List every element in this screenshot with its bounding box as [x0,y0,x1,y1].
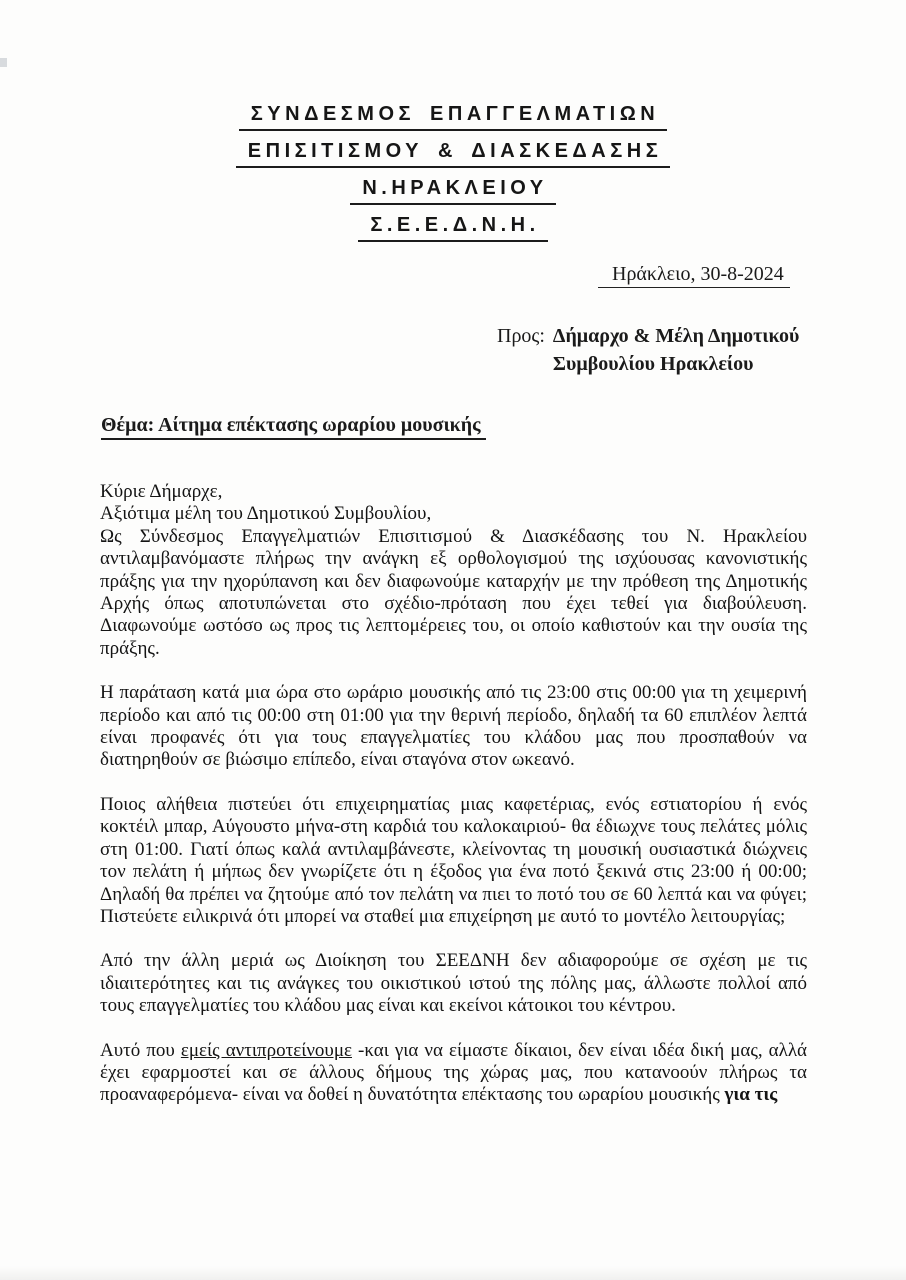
letter-body [100,481,807,1129]
paragraph-3: Ποιος αλήθεια πιστεύει ότι επιχειρηματίας μιας καφετέριας, ενός εστιατορίου ή ενός κοκτέιλ μπαρ, Αύγουστο μήνα-στη καρδιά του καλοκαιριού- θα έδιωχνε τους πελάτες μόλις στη 01:00. Γιατί όπως καλά αντιλαμβάνεστε, κλείνοντας τη μουσική ουσιαστικά διώχνεις τον πελάτη ή μήπως δεν γνωρίζετε ότι η έξοδος για ένα ποτό ξεκινά στις 23:00 ή 00:00; Δηλαδή θα πρέπει να ζητούμε από τον πελάτη να πιει το ποτό του σε 60 λεπτά και να φύγει; Πιστεύετε ειλικρινά ότι μπορεί να σταθεί μια επιχείρηση με αυτό το μοντέλο λειτουργίας; [100,793,807,927]
org-name-line-3-text: Ν.ΗΡΑΚΛΕΙΟΥ [350,175,555,205]
recipient-name-line-2: Συμβουλίου Ηρακλείου [552,353,754,375]
paragraph-2: Η παράταση κατά μια ώρα στο ωράριο μουσικής από τις 23:00 στις 00:00 για τη χειμερινή περίοδο και από τις 00:00 στη 01:00 για την θερινή περίοδο, δηλαδή τα 60 επιπλέον λεπτά είναι προφανές ότι για τους επαγγελματίες του κλάδου μας που προσπαθούν να διατηρηθούν σε βιώσιμο επίπεδο, είναι σταγόνα στον ωκεανό. [100,682,807,771]
org-name-line-2 [0,138,906,175]
scan-artifact-bottom-band [0,1266,906,1280]
org-name-line-1-text: ΣΥΝΔΕΣΜΟΣ ΕΠΑΓΓΕΛΜΑΤΙΩΝ [239,101,667,131]
paragraph-5-run-3: -και για να είμαστε δίκαιοι, δεν είναι ιδέα δική μας, αλλά έχει εφαρμοστεί και σε άλλους δήμους της χώρας μας, που κατανοούν πλήρως τα προαναφερόμενα- είναι να δοθεί η δυνατότητα επέκτασης του ωραρίου μουσικής [100,1039,807,1106]
paragraph-1: Ως Σύνδεσμος Επαγγελματιών Επισιτισμού & Διασκέδασης του Ν. Ηρακλείου αντιλαμβανόμαστε πλήρως την ανάγκη εξ ορθολογισμού της ισχύουσας κανονιστικής πράξης για την ηχορύπανση και δεν διαφωνούμε καταρχήν με την πρόθεση της Δημοτικής Αρχής όπως αποτυπώνεται στο σχέδιο-πρόταση που έχει τεθεί για διαβούλευση. Διαφωνούμε ωστόσο ως προς τις λεπτομέρειες του, οι οποίο καθιστούν και την ουσία της πράξης. [100,525,807,659]
recipient-name-line-1: Δήμαρχο & Μέλη Δημοτικού [552,325,800,347]
org-name-line-2-text: ΕΠΙΣΙΤΙΣΜΟΥ & ΔΙΑΣΚΕΔΑΣΗΣ [236,138,670,168]
paragraph-5-run-1: Αυτό που [100,1039,181,1061]
paragraph-5-bold-phrase: για τις [724,1084,778,1106]
org-name-line-3 [0,175,906,212]
recipient-block [497,322,799,378]
letterhead [0,101,906,249]
org-name-line-1 [0,101,906,138]
subject-line [101,414,486,440]
paragraph-5 [100,1040,807,1107]
greeting-line-1: Κύριε Δήμαρχε, [100,481,223,502]
paragraph-5-underlined-phrase: εμείς αντιπροτείνουμε [180,1039,352,1061]
dateline-text: Ηράκλειο, 30-8-2024 [598,263,790,288]
org-acronym [0,212,906,249]
paragraph-4: Από την άλλη μεριά ως Διοίκηση του ΣΕΕΔΝΗ δεν αδιαφορούμε σε σχέση με τις ιδιαιτερότητες και τις ανάγκες του οικιστικού ιστού της πόλης μας, άλλωστε πολλοί από τους επαγγελματίες του κλάδου μας είναι και εκείνοι κάτοικοι του κέντρου. [100,950,807,1017]
recipient-names [553,322,799,378]
dateline [598,263,790,288]
subject-text: Θέμα: Αίτημα επέκτασης ωραρίου μουσικής [101,414,486,440]
org-acronym-text: Σ.Ε.Ε.Δ.Ν.Η. [358,212,547,242]
recipient-label: Προς: [497,325,545,347]
greeting-line-2: Αξιότιμα μέλη του Δημοτικού Συμβουλίου, [100,503,432,525]
scan-artifact-speck [0,58,7,67]
